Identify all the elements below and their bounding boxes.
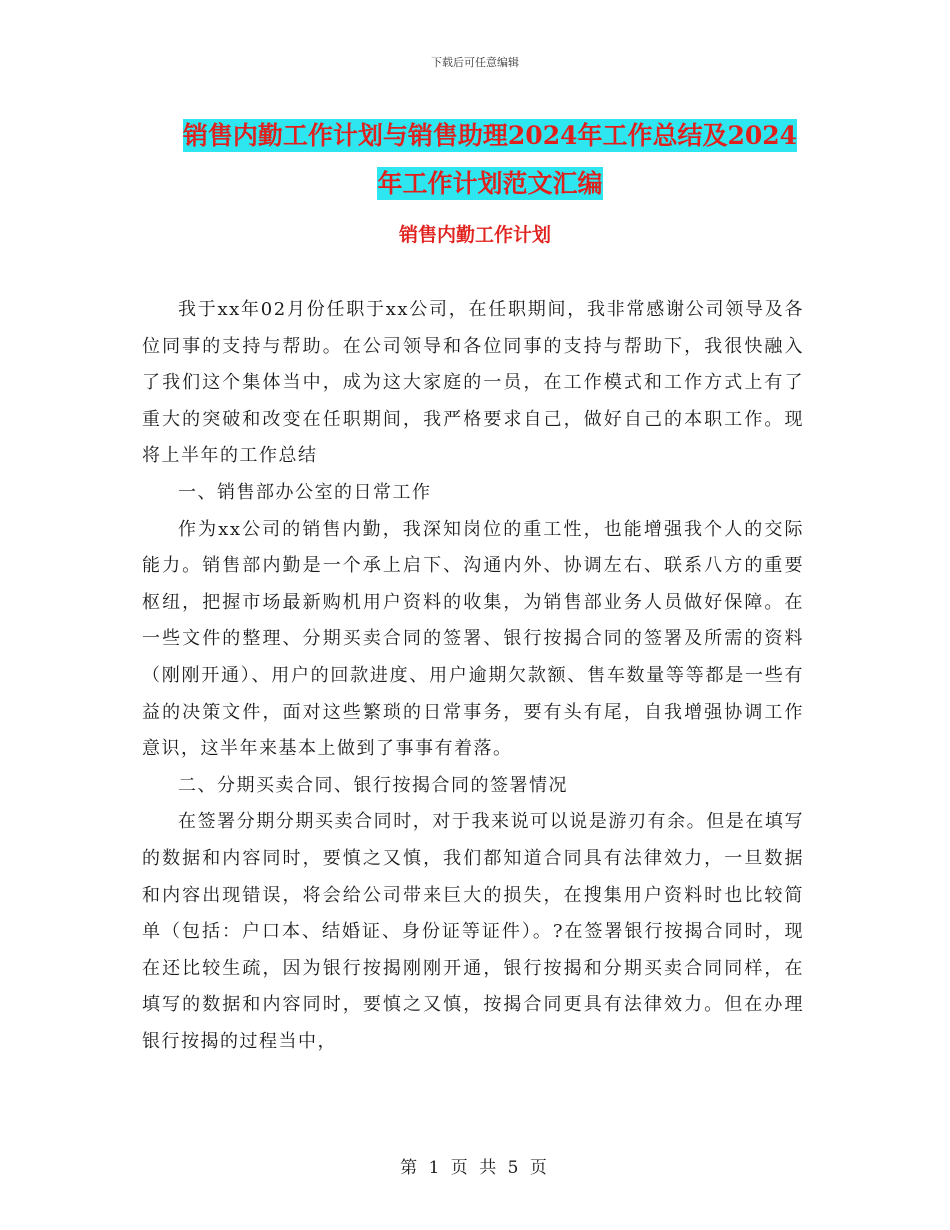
title-line-2: 年工作计划范文汇编 [377,169,603,198]
paragraph-office-work: 作为xx公司的销售内勤，我深知岗位的重工性，也能增强我个人的交际能力。销售部内勤是一个承上启下、沟通内外、协调左右、联系八方的重要枢纽，把握市场最新购机用户资料的收集，为销售部业务人员做好保障。在一些文件的整理、分期买卖合同的签署、银行按揭合同的签署及所需的资料（刚刚开通）、用户的回款进度、用户逾期欠款额、售车数量等等都是一些有益的决策文件，面对这些繁琐的日常事务，要有头有尾，自我增强协调工作意识，这半年来基本上做到了事事有着落。 [142,518,804,760]
paragraph-contracts: 在签署分期分期买卖合同时，对于我来说可以说是游刃有余。但是在填写的数据和内容同时，要慎之又慎，我们都知道合同具有法律效力，一旦数据和内容出现错误，将会给公司带来巨大的损失，在搜集用户资料时也比较简单（包括：户口本、结婚证、身份证等证件）。?在签署银行按揭合同时，现在还比较生疏，因为银行按揭刚刚开通，银行按揭和分期买卖合同同样，在填写的数据和内容同时，要慎之又慎，按揭合同更具有法律效力。但在办理银行按揭的过程当中， [142,811,804,1052]
page-number: 第 1 页 共 5 页 [400,1158,550,1178]
section-title: 销售内勤工作计划 [398,224,551,246]
heading-two: 二、分期买卖合同、银行按揭合同的签署情况 [178,774,568,796]
paragraph-intro: 我于xx年02月份任职于xx公司，在任职期间，我非常感谢公司领导及各位同事的支持与帮助。在公司领导和各位同事的支持与帮助下，我很快融入了我们这个集体当中，成为这大家庭的一员，在工作模式和工作方式上有了重大的突破和改变在任职期间，我严格要求自己，做好自己的本职工作。现将上半年的工作总结 [142,299,804,467]
document-title [140,112,840,208]
body-text [142,292,804,1060]
header-note: 下载后可任意编辑 [431,56,519,69]
title-line-1: 销售内勤工作计划与销售助理2024年工作总结及2024 [182,121,798,150]
heading-one: 一、销售部办公室的日常工作 [178,481,432,503]
